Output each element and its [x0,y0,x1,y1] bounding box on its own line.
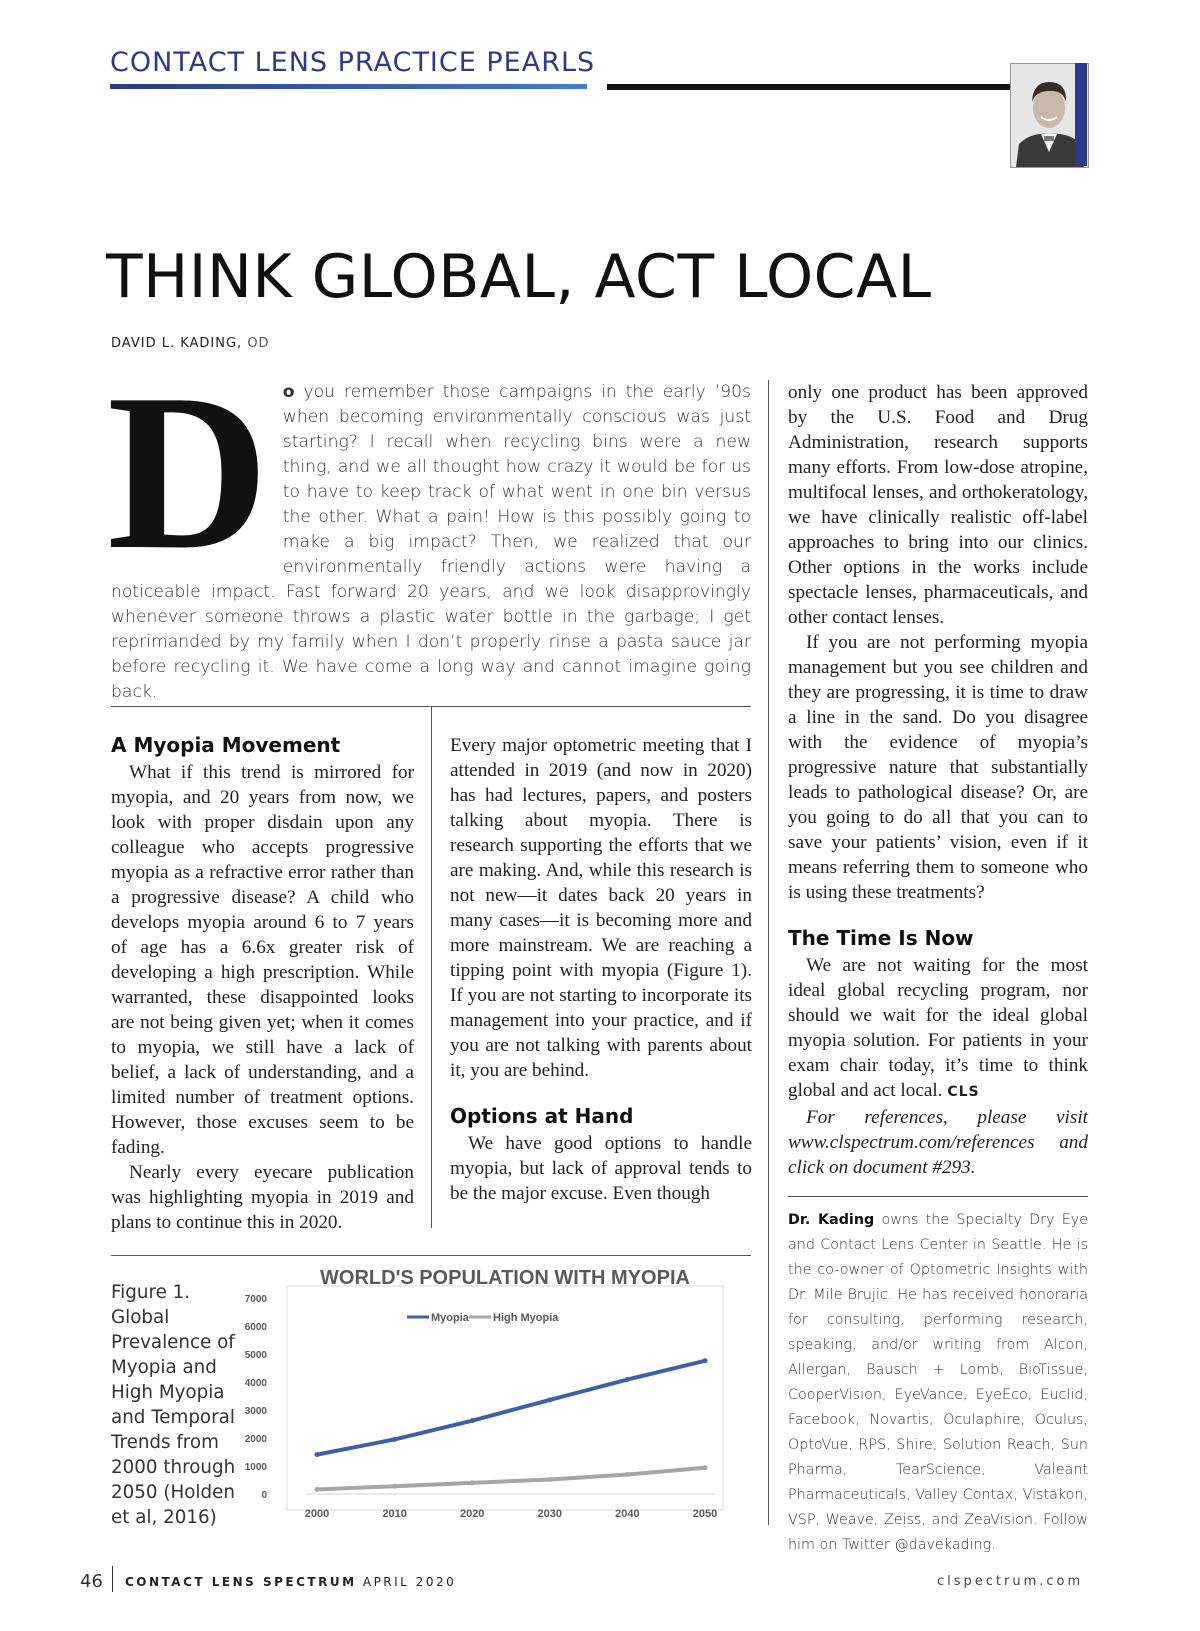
series-line-myopia [317,1361,705,1455]
data-point [470,1418,475,1423]
x-tick-label: 2010 [382,1508,407,1520]
y-tick-label: 6000 [245,1322,267,1333]
y-tick-label: 1000 [245,1462,267,1473]
data-point [315,1487,320,1492]
data-point [315,1452,320,1457]
drop-cap: D [107,348,269,596]
body-paragraph: Nearly every eyecare publication was highlighting myopia in 2019 and plans to continue this in 2020. [111,1162,414,1233]
x-tick-label: 2020 [459,1508,485,1520]
intro-text: you remember those campaigns in the early ’90s when becoming environmentally conscious was just starting? I recall when recycling bins were a new thing, and we all thought how crazy it would be for us to have to keep track of what went in one bin versus the other. What a pain! How is this possibly going to make a big impact? Then, we realized that our environmentally friendly actions were having a noticeable impact. Fast forward 20 years, and we look disapprovingly whenever someone throws a plastic water bottle in the garbage; I get reprimanded by my family when I don’t properly rinse a pasta sauce jar before recycling it. We have come a long way and cannot imagine going back. [111,382,751,702]
column-divider [768,380,769,1525]
y-tick-label: 5000 [245,1350,267,1361]
data-point [392,1437,397,1442]
references-note: For references, please visit www.clspectrum.com/references and click on document #293. [788,1107,1088,1178]
author-name: DAVID L. KADING, [111,336,243,351]
body-paragraph [788,953,1088,1105]
x-tick-label: 2040 [615,1508,640,1520]
body-paragraph: If you are not performing myopia management but you see children and they are progressing, it is time to draw a line in the sand. Do you disagree with the evidence of myopia’s progressive nature that substantially leads to pathological disease? Or, are you going to do all that you can to save your patients’ vision, even if it means referring them to someone who is using these treatments? [788,632,1088,903]
y-tick-label: 4000 [245,1378,267,1389]
section-heading: The Time Is Now [788,926,974,950]
footer-url: clspectrum.com [937,1574,1084,1589]
y-tick-label: 7000 [245,1294,267,1305]
author-credential: OD [247,336,270,351]
x-axis [305,1494,717,1520]
data-point [625,1377,630,1382]
y-tick-label: 2000 [245,1434,267,1445]
column-divider [431,706,432,1228]
series-line-high-myopia [317,1468,705,1490]
data-point [703,1465,708,1470]
bio-text: owns the Specialty Dry Eye and Contact Lens Center in Seattle. He is the co-owner of Optometric Insights with Dr. Mile Brujic. He has received honoraria for consulting, performing research, speaking, and/or writing from Alcon, Allergan, Bausch + Lomb, BioTissue, CooperVision, EyeVance, EyeEco, Euclid, Facebook, Novartis, Oculaphire, Oculus, OptoVue, RPS, Shire, Solution Reach, Sun Pharma, TearScience, Valeant Pharmaceuticals, Valley Contax, Vistakon, VSP, Weave, Zeiss, and ZeaVision. Follow him on Twitter @davekading. [788,1212,1089,1553]
body-paragraph: Every major optometric meeting that I attended in 2019 (and now in 2020) has had lectures, papers, and posters talking about myopia. There is research supporting the efforts that we are making. And, while this research is not new—it dates back 20 years in many cases—it is becoming more and more mainstream. We are reaching a tipping point with myopia (Figure 1). If you are not starting to incorporate its management into your practice, and if you are not talking with parents about it, you are behind. [450,735,752,1081]
column-b [450,733,752,1206]
y-tick-label: 3000 [245,1406,267,1417]
footer-divider [112,1566,113,1592]
photo-accent-stripe [1075,63,1087,166]
x-tick-label: 2030 [537,1508,563,1520]
article-title: THINK GLOBAL, ACT LOCAL [106,242,932,312]
myopia-chart [245,1262,765,1532]
body-paragraph: We have good options to handle myopia, but lack of approval tends to be the major excuse. Even though [450,1133,752,1204]
closing-text: We are not waiting for the most ideal global recycling program, nor should we wait for the ideal global myopia solution. For patients in your exam chair today, it’s time to think global and act local. [788,955,1088,1101]
data-point [625,1472,630,1477]
column-c [788,380,1088,1180]
y-tick-label: 0 [261,1490,267,1501]
department-label: CONTACT LENS PRACTICE PEARLS [110,47,596,78]
y-axis [245,1294,267,1501]
x-tick-label: 2000 [304,1508,330,1520]
bio-divider [788,1196,1088,1197]
x-tick-label: 2050 [692,1508,718,1520]
intro-lead: o [282,382,295,402]
data-point [547,1477,552,1482]
figure-divider [111,1255,751,1256]
chart-legend [407,1312,559,1324]
chart-title: WORLD'S POPULATION WITH MYOPIA [320,1267,690,1289]
issue-date: APRIL 2020 [362,1575,457,1589]
bio-name: Dr. Kading [788,1212,875,1228]
chart-series [315,1358,708,1492]
body-paragraph: What if this trend is mirrored for myopia, and 20 years from now, we look with proper disdain upon any colleague who accepts progressive myopia as a refractive error rather than a progressive disease? A child who develops myopia around 6 to 7 years of age has a 6.6x greater risk of developing a high prescription. While warranted, these disappointed looks are not being given yet; when it comes to myopia, we still have a lack of belief, a lack of understanding, and a limited number of treatment options. However, those excuses seem to be fading. [111,762,414,1158]
figure-caption: Figure 1. Global Prevalence of Myopia and High Myopia and Temporal Trends from 2000 through 2050 (Holden et al, 2016) [111,1282,236,1528]
legend-label: High Myopia [493,1312,559,1324]
section-heading: A Myopia Movement [111,733,341,757]
body-paragraph: only one product has been approved by the U.S. Food and Drug Administration, research supports many efforts. From low-dose atropine, multifocal lenses, and orthokeratology, we have clinically realistic off-label approaches to bring into our clinics. Other options in the works include spectacle lenses, pharmaceuticals, and other contact lenses. [788,382,1088,628]
page-number: 46 [80,1571,103,1592]
column-a [111,733,414,1235]
end-mark: CLS [947,1084,980,1100]
department-rule-black [607,84,1010,90]
department-rule-blue [110,84,587,89]
magazine-name: CONTACT LENS SPECTRUM [125,1575,357,1589]
legend-label: Myopia [431,1312,469,1324]
footer-publication [125,1575,456,1589]
data-point [392,1484,397,1489]
data-point [547,1397,552,1402]
data-point [470,1480,475,1485]
author-bio [788,1208,1088,1558]
section-heading: Options at Hand [450,1104,634,1128]
intro-paragraph [107,348,751,705]
data-point [703,1358,708,1363]
